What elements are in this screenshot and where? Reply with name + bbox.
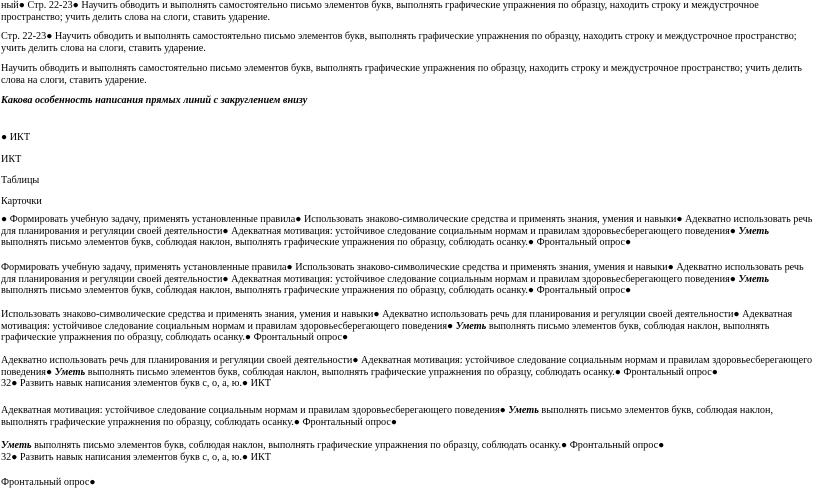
paragraph-skills-3	[1, 309, 813, 344]
paragraph-skills-5	[1, 405, 813, 428]
skills-5-emphasis: Уметь	[508, 405, 539, 416]
skills-6-next-lesson: 32● Развить навык написания элементов букв с, о, а, ю.● ИКТ	[1, 451, 272, 463]
skills-2-text: Формировать учебную задачу, применять установленные правила● Использовать знаково-символические средства и применять знания, умения и навыки● Адекватно использовать речь для планирования и регуляции своей деятельности● Адекватная мотивация: устойчивое следование социальным нормам и правилам здоровьесберегающего поведения●	[1, 262, 804, 285]
paragraph-frontal-survey: Фронтальный опрос●	[1, 477, 96, 488]
skills-3-emphasis: Уметь	[455, 320, 487, 332]
paragraph-skills-6	[1, 440, 813, 463]
skills-4-text: Адекватно использовать речь для планирования и регуляции своей деятельности● Адекватная мотивация: устойчивое следование социальным нормам и правилам здоровьесберегающего поведения●	[1, 355, 813, 378]
paragraph-question: Какова особенность написания прямых линий с закруглением внизу	[1, 95, 308, 106]
paragraph-skills-1	[1, 214, 813, 249]
skills-1-rest: выполнять письмо элементов букв, соблюдая наклон, выполнять графические упражнения по образцу, соблюдать осанку.● Фронтальный опрос●	[1, 237, 632, 249]
skills-6-rest: выполнять письмо элементов букв, соблюдая наклон, выполнять графические упражнения по образцу, соблюдать осанку.● Фронтальный опрос●	[31, 440, 665, 451]
document-page	[1, 0, 813, 501]
skills-4-rest: выполнять письмо элементов букв, соблюдая наклон, выполнять графические упражнения по образцу, соблюдать осанку.● Фронтальный опрос●	[85, 366, 718, 378]
skills-2-emphasis: Уметь	[738, 273, 769, 285]
skills-3-text: Использовать знаково-символические средства и применять знания, умения и навыки● Адекватно использовать речь для планирования и регуляции своей деятельности● Адекватная мотивация: устойчивое следование социальным нормам и правилам здоровьесберегающего поведения●	[1, 309, 793, 332]
list-item-ikt-bullet: ● ИКТ	[1, 132, 31, 143]
skills-5-rest: выполнять письмо элементов букв, соблюдая наклон, выполнять графические упражнения по образцу, соблюдать осанку.● Фронтальный опрос●	[1, 405, 773, 428]
list-item-cards: Карточки	[1, 196, 42, 207]
skills-1-emphasis: Уметь	[738, 225, 769, 237]
skills-4-next-lesson: 32● Развить навык написания элементов букв с, о, а, ю.● ИКТ	[1, 378, 272, 390]
paragraph-page-ref: Стр. 22-23● Научить обводить и выполнять самостоятельно письмо элементов букв, выполнять графические упражнения по образцу, находить строку и междустрочное пространство; учить делить слова на слоги, ставить ударение.	[1, 31, 797, 54]
list-item-ikt: ИКТ	[1, 154, 22, 165]
skills-3-rest: выполнять письмо элементов букв, соблюдая наклон, выполнять графические упражнения по образцу, соблюдать осанку.● Фронтальный опрос●	[1, 320, 770, 344]
paragraph-skills-2	[1, 262, 813, 297]
paragraph-lesson-goal: Научить обводить и выполнять самостоятельно письмо элементов букв, выполнять графические упражнения по образцу, находить строку и междустрочное пространство; учить делить слова на слоги, ставить ударение.	[1, 63, 802, 86]
paragraph-intro-lesson: ный● Стр. 22-23● Научить обводить и выполнять самостоятельно письмо элементов букв, выполнять графические упражнения по образцу, находить строку и междустрочное пространство; учить делить слова на слоги, ставить ударение.	[1, 0, 759, 23]
list-item-tables: Таблицы	[1, 175, 40, 186]
skills-4-emphasis: Уметь	[54, 366, 86, 378]
paragraph-skills-4	[1, 355, 813, 390]
skills-1-text: ● Формировать учебную задачу, применять установленные правила● Использовать знаково-символические средства и применять знания, умения и навыки● Адекватно использовать речь для планирования и регуляции своей деятельности● Адекватная мотивация: устойчивое следование социальным нормам и правилам здоровьесберегающего поведения●	[1, 214, 813, 237]
skills-5-text: Адекватная мотивация: устойчивое следование социальным нормам и правилам здоровьесберегающего поведения●	[1, 405, 509, 416]
skills-6-emphasis: Уметь	[1, 440, 32, 451]
skills-2-rest: выполнять письмо элементов букв, соблюдая наклон, выполнять графические упражнения по образцу, соблюдать осанку.● Фронтальный опрос●	[1, 285, 632, 297]
